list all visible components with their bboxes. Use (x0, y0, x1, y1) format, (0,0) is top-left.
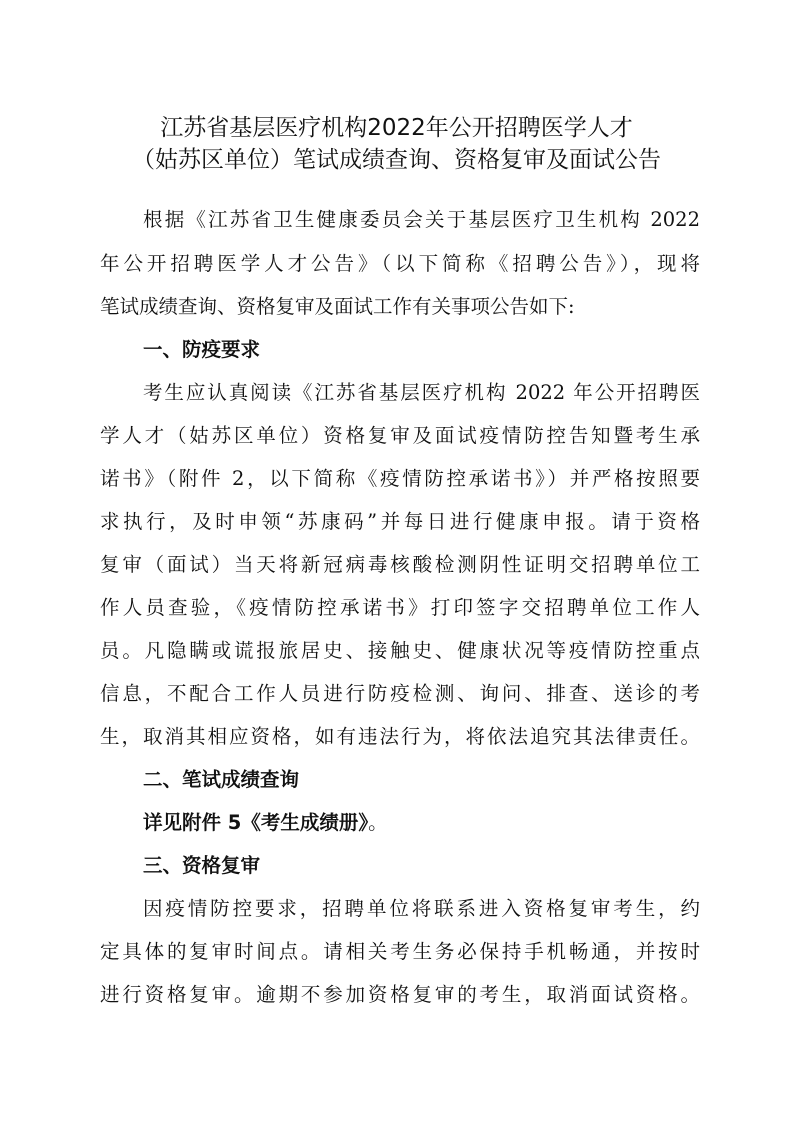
section-2-tail: 。 (368, 811, 388, 834)
section-1-line-2: 学人才（姑苏区单位）资格复审及面试疫情防控告知暨考生承 (100, 424, 700, 447)
section-3-line-1: 因疫情防控要求，招聘单位将联系进入资格复审考生，约 (143, 897, 700, 920)
section-1-line-4: 求执行，及时申领“苏康码”并每日进行健康申报。请于资格 (100, 510, 700, 533)
section-2-heading: 二、笔试成绩查询 (143, 768, 300, 791)
section-1-line-6: 作人员查验，《疫情防控承诺书》打印签字交招聘单位工作人 (100, 596, 700, 619)
intro-line-3: 笔试成绩查询、资格复审及面试工作有关事项公告如下: (100, 295, 575, 318)
section-3-line-2: 定具体的复审时间点。请相关考生务必保持手机畅通，并按时 (100, 940, 700, 963)
section-3-line-3: 进行资格复审。逾期不参加资格复审的考生，取消面试资格。 (100, 983, 700, 1006)
section-2-bold-text: 详见附件 5《考生成绩册》 (143, 811, 369, 834)
intro-line-2: 年公开招聘医学人才公告》（以下简称《招聘公告》），现将 (100, 252, 700, 275)
section-1-heading: 一、防疫要求 (143, 338, 261, 361)
section-1-line-3: 诺书》（附件 2，以下简称《疫情防控承诺书》）并严格按照要 (100, 467, 700, 490)
intro-line-1: 根据《江苏省卫生健康委员会关于基层医疗卫生机构 2022 (143, 208, 700, 231)
section-1-line-5: 复审（面试）当天将新冠病毒核酸检测阴性证明交招聘单位工 (100, 553, 700, 576)
section-2-body (143, 810, 388, 836)
document-title-line-1: 江苏省基层医疗机构2022年公开招聘医学人才 (160, 115, 633, 141)
section-1-line-8: 信息，不配合工作人员进行防疫检测、询问、排查、送诊的考 (100, 682, 700, 705)
section-3-heading: 三、资格复审 (143, 854, 261, 877)
section-1-line-1: 考生应认真阅读《江苏省基层医疗机构 2022 年公开招聘医 (143, 381, 700, 404)
document-title-line-2: （姑苏区单位）笔试成绩查询、资格复审及面试公告 (132, 147, 661, 173)
section-1-line-7: 员。凡隐瞒或谎报旅居史、接触史、健康状况等疫情防控重点 (100, 639, 700, 662)
section-1-line-9: 生，取消其相应资格，如有违法行为，将依法追究其法律责任。 (100, 725, 700, 748)
